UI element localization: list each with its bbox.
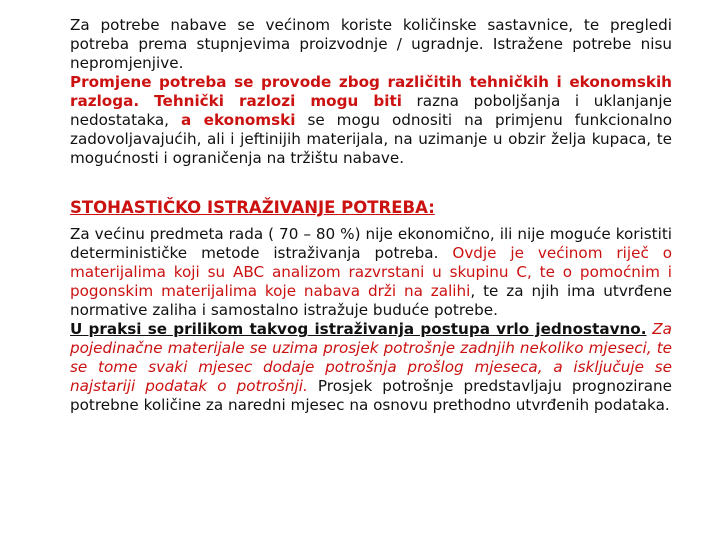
practice-heading: U praksi se prilikom takvog istraživanja postupa vrlo jednostavno. — [70, 320, 647, 339]
practice-method: Za pojedinačne materijale se uzima prosjek potrošnje zadnjih nekoliko mjeseci, te se tome svaki mjesec dodaje potrošnja prošlog mjeseca, a isključuje se najstariji podatak o potrošnji. — [70, 320, 672, 395]
intro-text: Za potrebe nabave se većinom koriste količinske sastavnice, te pregledi potreba prema stupnjevima proizvodnje / ugradnje. Istražene potrebe nisu nepromjenjive. — [70, 16, 672, 72]
reasons-paragraph — [70, 73, 672, 167]
reasons-emphasis-economic: a ekonomski — [180, 110, 296, 129]
stochastic-emphasis: Ovdje je većinom riječ o materijalima koji su ABC analizom razvrstani u skupinu C, te o pomoćnim i pogonskim materijalima koje nabava drži na zalihi — [70, 244, 672, 300]
stochastic-text-2: , te za njih ima utvrđene normative zaliha i samostalno istražuje buduće potrebe. — [70, 281, 673, 319]
intro-paragraph — [70, 16, 672, 72]
slide-content — [70, 8, 672, 414]
reasons-text-2: se mogu odnositi na primjenu funkcionalno zadovoljavajućih, ali i jeftinijih materijala, na uzimanje u obzir želja kupaca, te mogućnosti i ograničenja na tržištu nabave. — [70, 110, 672, 167]
practice-paragraph — [70, 320, 672, 414]
stochastic-text-1: Za većinu predmeta rada ( 70 – 80 %) nije ekonomično, ili nije moguće koristiti determinističke metode istraživanja potreba. — [70, 225, 672, 263]
reasons-emphasis: Promjene potreba se provode zbog različitih tehničkih i ekonomskih razloga. Tehnički razlozi mogu biti — [70, 73, 672, 111]
practice-text: Prosjek potrošnje predstavljaju prognozirane potrebne količine za naredni mjesec na osnovu prethodno utvrđenih podataka. — [70, 376, 672, 414]
reasons-text-1: razna poboljšanja i uklanjanje nedostataka, — [70, 92, 672, 129]
section-heading: STOHASTIČKO ISTRAŽIVANJE POTREBA: — [70, 198, 435, 218]
stochastic-paragraph — [70, 225, 672, 319]
